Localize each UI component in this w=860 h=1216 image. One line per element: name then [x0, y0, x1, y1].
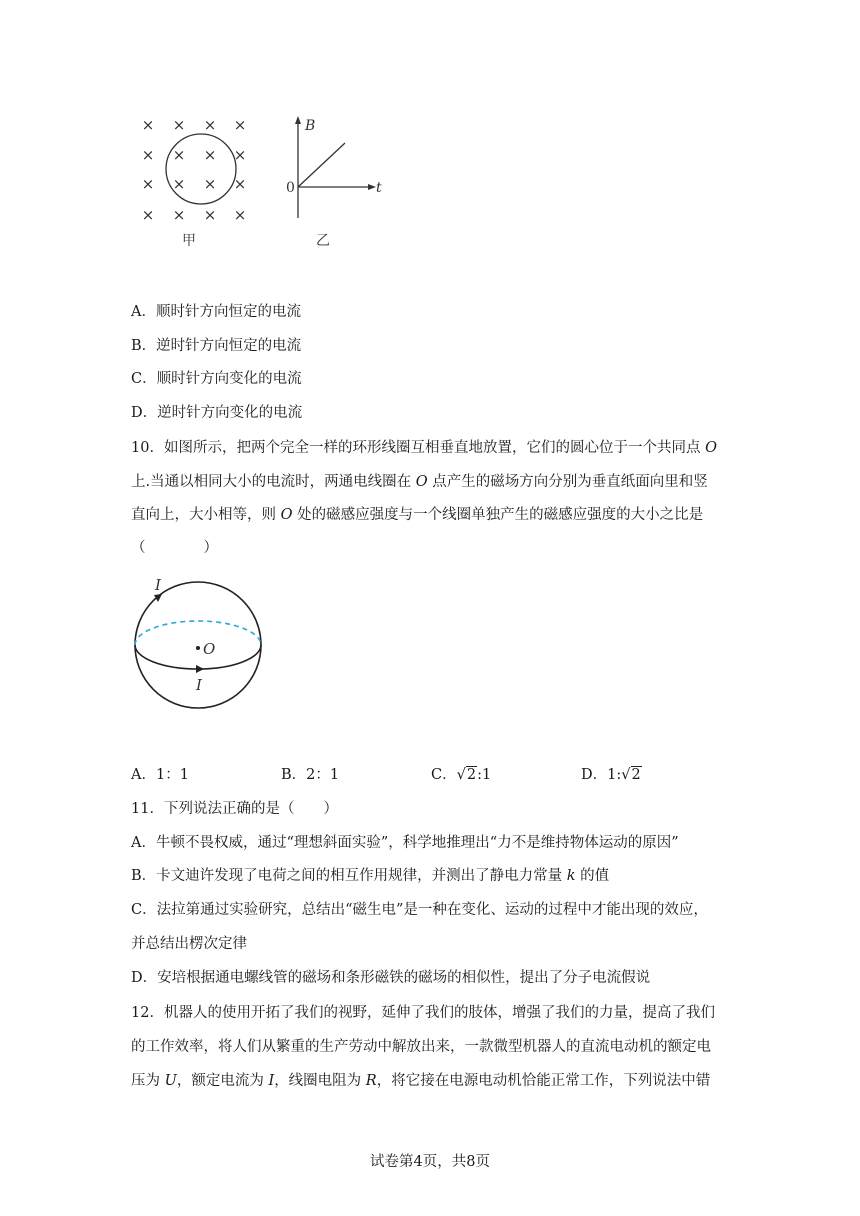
q9-bt-graph — [280, 110, 400, 260]
q9-option-a: A．顺时针方向恒定的电流 — [131, 304, 301, 320]
field-cross-mark: × — [141, 116, 155, 134]
q11-option-a: A．牛顿不畏权威，通过“理想斜面实验”，科学地推理出“力不是维持物体运动的原因” — [131, 835, 679, 851]
coil-current-label-top: I — [155, 576, 161, 594]
q10-stem-line1: 10．如图所示，把两个完全一样的环形线圈互相垂直地放置，它们的圆心位于一个共同点 O — [131, 440, 717, 456]
q9-option-c: C．顺时针方向变化的电流 — [131, 371, 302, 387]
field-cross-mark: × — [203, 116, 217, 134]
q10-option-a: A．1：1 — [131, 767, 189, 783]
fig-label-jia: 甲 — [182, 233, 196, 249]
axis-label-t: t — [376, 180, 382, 196]
coil-current-label-bottom: I — [196, 676, 202, 694]
q12-stem-line1: 12．机器人的使用开拓了我们的视野，延伸了我们的肢体，增强了我们的力量，提高了我们 — [131, 1005, 715, 1021]
q10-stem-line2: 上.当通以相同大小的电流时，两通电线圈在 O 点产生的磁场方向分别为垂直纸面向里和竖 — [131, 474, 708, 490]
page-footer: 试卷第4页，共8页 — [370, 1154, 490, 1170]
field-cross-mark: × — [233, 206, 247, 224]
q10-answer-blank: （ ） — [131, 540, 218, 556]
q12-stem-line2: 的工作效率，将人们从繁重的生产劳动中解放出来，一款微型机器人的直流电动机的额定电 — [131, 1039, 711, 1055]
field-cross-mark: × — [233, 175, 247, 193]
q10-option-d: D．1:√2 — [581, 767, 641, 783]
q11-stem: 11．下列说法正确的是（ ） — [131, 801, 338, 817]
coil-center-label: O — [203, 640, 216, 658]
field-cross-mark: × — [141, 206, 155, 224]
field-cross-mark: × — [203, 146, 217, 164]
q9-option-d: D．逆时针方向变化的电流 — [131, 405, 303, 421]
fig-label-yi: 乙 — [316, 233, 330, 249]
field-cross-mark: × — [203, 175, 217, 193]
field-cross-mark: × — [172, 116, 186, 134]
q10-stem-line3: 直向上，大小相等，则 O 处的磁感应强度与一个线圈单独产生的磁感应强度的大小之比是 — [131, 507, 704, 523]
field-cross-mark: × — [172, 146, 186, 164]
axis-origin: 0 — [286, 180, 295, 196]
q11-option-c-line2: 并总结出楞次定律 — [131, 936, 247, 952]
q9-option-b: B．逆时针方向恒定的电流 — [131, 338, 302, 354]
q12-stem-line3: 压为 U，额定电流为 I，线圈电阻为 R，将它接在电源电动机恰能正常工作，下列说法中错 — [131, 1073, 711, 1089]
q11-option-b: B．卡文迪许发现了电荷之间的相互作用规律，并测出了静电力常量 k 的值 — [131, 868, 610, 884]
q10-coil-figure — [130, 572, 270, 712]
field-cross-mark: × — [233, 146, 247, 164]
field-cross-mark: × — [172, 206, 186, 224]
field-cross-mark: × — [233, 116, 247, 134]
field-cross-mark: × — [141, 146, 155, 164]
q10-option-b: B．2：1 — [281, 767, 340, 783]
q9-figure — [130, 110, 390, 260]
q11-option-d: D．安培根据通电螺线管的磁场和条形磁铁的磁场的相似性，提出了分子电流假说 — [131, 970, 651, 986]
q11-option-c-line1: C．法拉第通过实验研究，总结出“磁生电”是一种在变化、运动的过程中才能出现的效应， — [131, 902, 708, 918]
field-cross-mark: × — [203, 206, 217, 224]
field-cross-mark: × — [172, 175, 186, 193]
q10-option-c: C．√2:1 — [431, 767, 492, 783]
field-cross-mark: × — [141, 175, 155, 193]
axis-label-b: B — [305, 118, 316, 134]
